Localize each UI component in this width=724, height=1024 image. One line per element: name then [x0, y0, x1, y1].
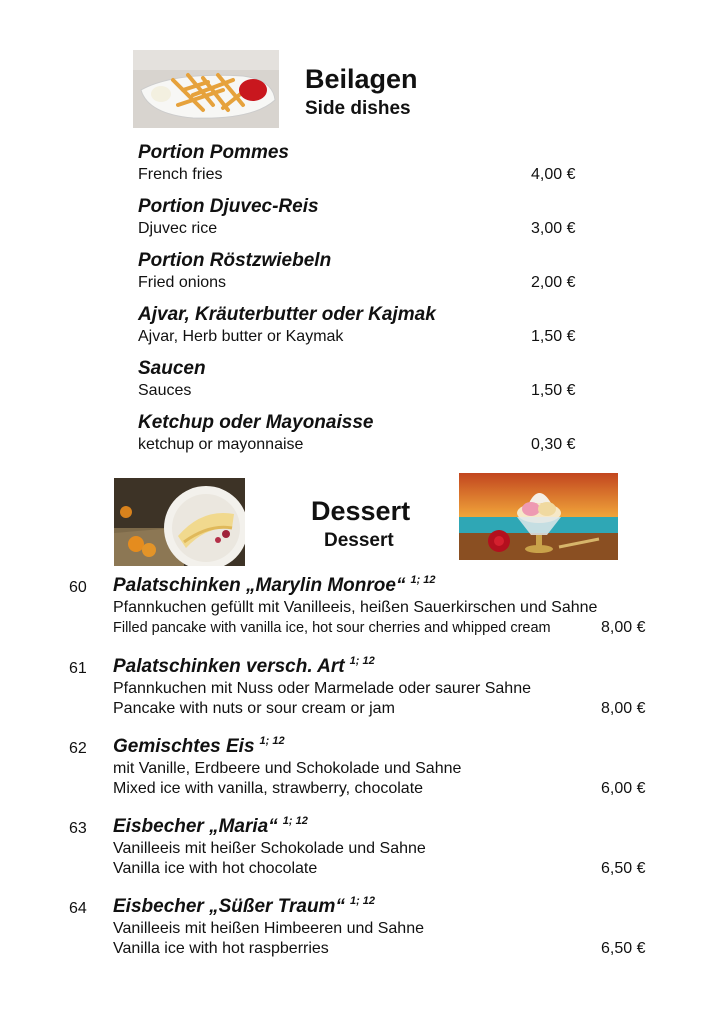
dessert-title: Dessert	[311, 496, 411, 526]
item-name	[113, 896, 375, 920]
item-description-en: Filled pancake with vanilla ice, hot sour cherries and whipped cream	[113, 620, 551, 636]
item-name	[113, 575, 436, 599]
ice-cream-sundae-photo	[459, 473, 618, 560]
item-description: Sauces	[138, 382, 192, 399]
item-name: Saucen	[138, 358, 206, 379]
item-description: Fried onions	[138, 274, 227, 291]
fries-photo	[133, 50, 279, 128]
item-name-text: Palatschinken versch. Art	[113, 656, 345, 677]
item-description-de: Vanilleeis mit heißen Himbeeren und Sahne	[113, 920, 424, 937]
item-name: Portion Pommes	[138, 142, 289, 163]
item-description-de: Pfannkuchen gefüllt mit Vanilleeis, heißen Sauerkirschen und Sahne	[113, 599, 598, 616]
allergen-codes: 1; 12	[349, 655, 375, 667]
item-number: 63	[69, 820, 87, 837]
item-price: 0,30 €	[531, 436, 576, 453]
item-description-en: Mixed ice with vanilla, strawberry, chocolate	[113, 780, 424, 797]
item-number: 61	[69, 660, 87, 677]
item-name-text: Eisbecher „Süßer Traum“	[113, 896, 345, 917]
item-name: Ajvar, Kräuterbutter oder Kajmak	[138, 304, 436, 325]
item-price: 6,50 €	[601, 940, 646, 957]
allergen-codes: 1; 12	[410, 574, 436, 586]
item-description-de: Pfannkuchen mit Nuss oder Marmelade oder saurer Sahne	[113, 680, 531, 697]
item-name	[113, 736, 285, 760]
side-dishes-subtitle: Side dishes	[305, 98, 411, 119]
item-number: 60	[69, 579, 87, 596]
allergen-codes: 1; 12	[282, 815, 308, 827]
item-price: 2,00 €	[531, 274, 576, 291]
item-description-en: Vanilla ice with hot chocolate	[113, 860, 318, 877]
item-price: 1,50 €	[531, 328, 576, 345]
item-price: 8,00 €	[601, 619, 646, 636]
item-description: Ajvar, Herb butter or Kaymak	[138, 328, 344, 345]
item-price: 6,00 €	[601, 780, 646, 797]
item-price: 6,50 €	[601, 860, 646, 877]
item-description-en: Pancake with nuts or sour cream or jam	[113, 700, 395, 717]
side-dishes-title: Beilagen	[305, 64, 418, 94]
item-description-de: Vanilleeis mit heißer Schokolade und Sahne	[113, 840, 426, 857]
item-price: 4,00 €	[531, 166, 576, 183]
allergen-codes: 1; 12	[259, 735, 285, 747]
dessert-subtitle: Dessert	[324, 530, 394, 551]
item-name-text: Palatschinken „Marylin Monroe“	[113, 575, 406, 596]
item-number: 64	[69, 900, 87, 917]
item-price: 3,00 €	[531, 220, 576, 237]
item-name: Portion Djuvec-Reis	[138, 196, 319, 217]
item-price: 8,00 €	[601, 700, 646, 717]
item-description: Djuvec rice	[138, 220, 218, 237]
item-description: ketchup or mayonnaise	[138, 436, 304, 453]
item-name: Portion Röstzwiebeln	[138, 250, 332, 271]
pancake-photo	[114, 478, 245, 566]
item-description: French fries	[138, 166, 223, 183]
item-name: Ketchup oder Mayonaisse	[138, 412, 374, 433]
item-description-en: Vanilla ice with hot raspberries	[113, 940, 329, 957]
item-name-text: Eisbecher „Maria“	[113, 816, 278, 837]
item-price: 1,50 €	[531, 382, 576, 399]
item-name	[113, 656, 375, 680]
allergen-codes: 1; 12	[349, 895, 376, 907]
item-description-de: mit Vanille, Erdbeere und Schokolade und Sahne	[113, 760, 462, 777]
item-name	[113, 816, 308, 840]
item-number: 62	[69, 740, 87, 757]
item-name-text: Gemischtes Eis	[113, 736, 255, 757]
